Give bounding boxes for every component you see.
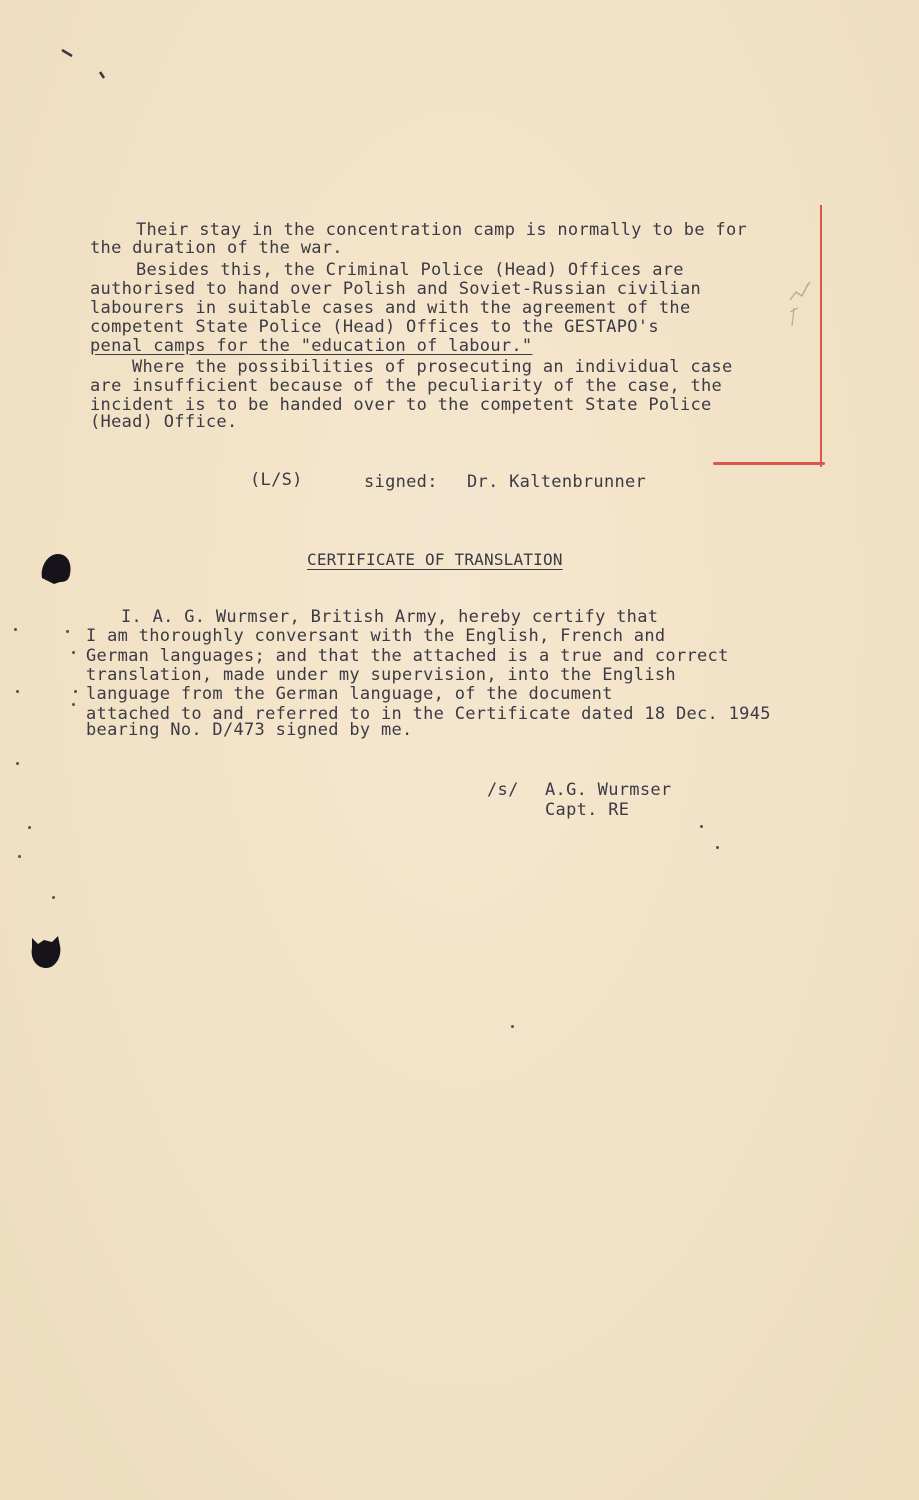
speck: [511, 1025, 514, 1028]
red-margin-underline: [713, 462, 825, 465]
order-line: incident is to be handed over to the competent State Police: [90, 395, 712, 415]
signer-name: Dr. Kaltenbrunner: [467, 472, 647, 492]
speck: [16, 690, 19, 693]
speck: [72, 651, 75, 654]
speck: [716, 846, 719, 849]
certificate-line: I. A. G. Wurmser, British Army, hereby certify that: [121, 607, 659, 627]
order-line: Their stay in the concentration camp is normally to be for: [136, 220, 748, 240]
speck-marks-icon: [58, 44, 110, 84]
pencil-mark-icon: [786, 278, 816, 332]
order-line: the duration of the war.: [90, 238, 343, 258]
speck: [14, 628, 17, 631]
speck: [28, 826, 31, 829]
order-line: competent State Police (Head) Offices to the GESTAPO's: [90, 317, 659, 337]
order-line: authorised to hand over Polish and Soviet-Russian civilian: [90, 279, 702, 299]
certificate-line: German languages; and that the attached is a true and correct: [86, 646, 729, 666]
signed-label: signed:: [364, 472, 438, 492]
speck: [52, 896, 55, 899]
order-line: are insufficient because of the peculiarity of the case, the: [90, 376, 723, 396]
certificate-line: attached to and referred to in the Certificate dated 18 Dec. 1945: [86, 704, 771, 724]
certificate-heading: CERTIFICATE OF TRANSLATION: [307, 550, 563, 569]
translator-rank: Capt. RE: [545, 800, 630, 820]
red-margin-line: [820, 205, 822, 467]
certificate-line: translation, made under my supervision, into the English: [86, 665, 676, 685]
speck: [74, 690, 77, 693]
speck: [16, 762, 19, 765]
signature-mark: /s/: [487, 780, 519, 800]
certificate-line: I am thoroughly conversant with the English, French and: [86, 626, 666, 646]
seal-mark: (L/S): [250, 470, 303, 490]
order-line: Where the possibilities of prosecuting an individual case: [132, 357, 733, 377]
certificate-line: bearing No. D/473 signed by me.: [86, 720, 413, 740]
speck: [18, 855, 21, 858]
order-line-underlined: penal camps for the "education of labour.": [90, 336, 533, 356]
punch-hole-blot-icon: [28, 932, 66, 972]
order-line: (Head) Office.: [90, 412, 238, 432]
order-line: Besides this, the Criminal Police (Head) Offices are: [136, 260, 684, 280]
speck: [72, 703, 75, 706]
speck: [66, 630, 69, 633]
speck: [700, 825, 703, 828]
certificate-line: language from the German language, of the document: [86, 684, 613, 704]
translator-name: A.G. Wurmser: [545, 780, 672, 800]
punch-hole-blot-icon: [36, 548, 76, 586]
order-line: labourers in suitable cases and with the agreement of the: [90, 298, 691, 318]
